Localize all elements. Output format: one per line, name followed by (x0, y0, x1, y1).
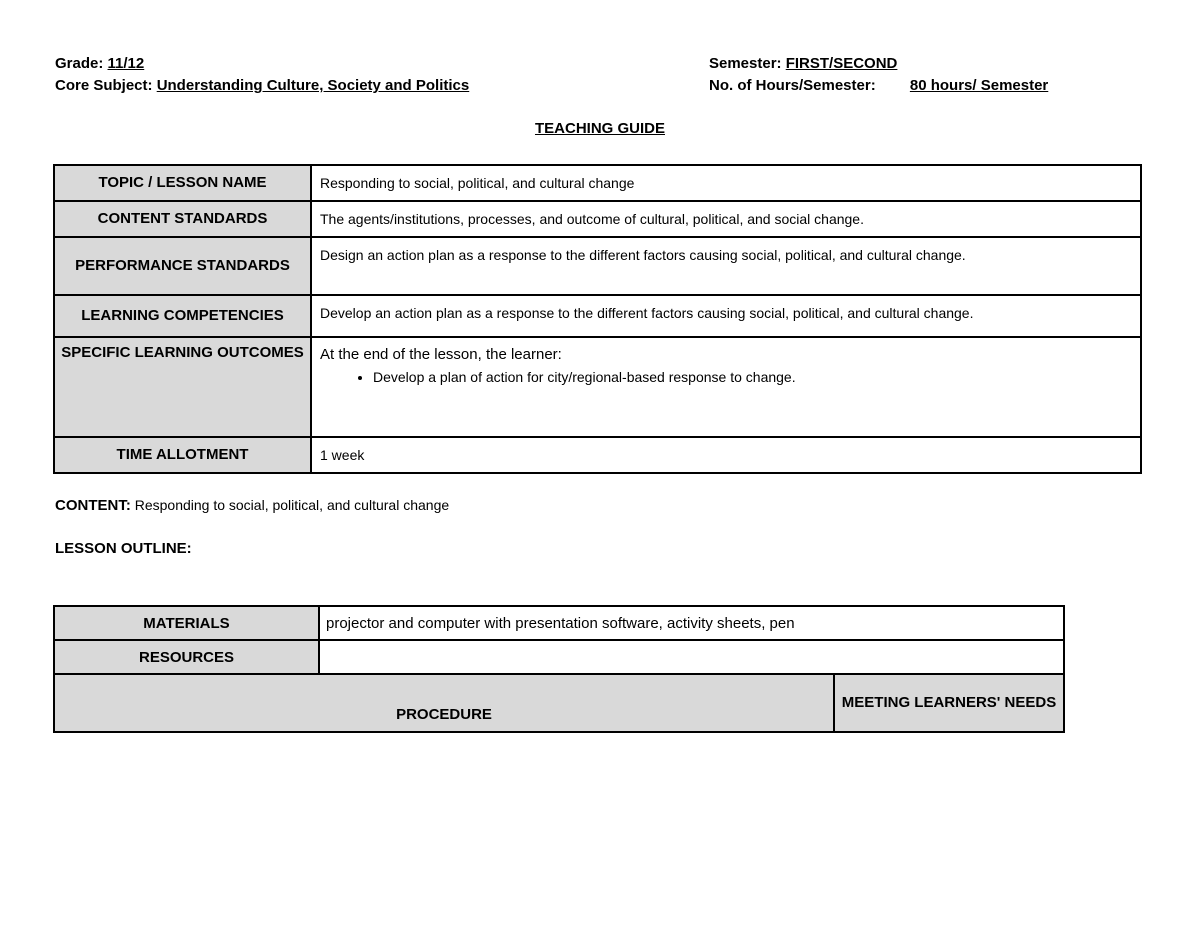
hours-line (709, 75, 1048, 97)
table-row (54, 640, 1064, 674)
content-value: Responding to social, political, and cultural change (134, 497, 450, 513)
table-row (54, 606, 1064, 640)
list-item: • Develop a plan of action for city/regional-based response to change. (373, 367, 1132, 387)
time-allotment-label: TIME ALLOTMENT (54, 437, 311, 473)
table-row (54, 437, 1141, 473)
semester-value: FIRST/SECOND (785, 55, 898, 72)
procedure-header: PROCEDURE (54, 674, 834, 732)
topic-value: Responding to social, political, and cultural change (311, 165, 1141, 201)
performance-standards-label: PERFORMANCE STANDARDS (54, 237, 311, 295)
table-row (54, 165, 1141, 201)
content-standards-value: The agents/institutions, processes, and outcome of cultural, political, and social change. (311, 201, 1141, 237)
outcomes-list (320, 367, 1132, 387)
resources-label: RESOURCES (54, 640, 319, 674)
meeting-learners-needs-header: MEETING LEARNERS' NEEDS (834, 674, 1064, 732)
content-line (55, 497, 449, 514)
content-label: CONTENT: (55, 497, 131, 514)
document-title: TEACHING GUIDE (534, 120, 665, 137)
grade-value: 11/12 (107, 55, 145, 72)
grade-line (55, 53, 469, 75)
specific-outcomes-value (311, 337, 1141, 437)
core-subject-line (55, 75, 469, 97)
lesson-outline-heading: LESSON OUTLINE: (55, 540, 192, 557)
performance-standards-value: Design an action plan as a response to the different factors causing social, political, and cultural change. (311, 237, 1141, 295)
core-subject-value: Understanding Culture, Society and Politics (156, 77, 470, 94)
table-row (54, 237, 1141, 295)
semester-line (709, 53, 1048, 75)
outcomes-intro: At the end of the lesson, the learner: (320, 346, 562, 363)
topic-label: TOPIC / LESSON NAME (54, 165, 311, 201)
semester-label: Semester: (709, 55, 782, 72)
table-row (54, 337, 1141, 437)
header-left (55, 53, 469, 97)
learning-competencies-value: Develop an action plan as a response to the different factors causing social, political, and cultural change. (311, 295, 1141, 337)
specific-outcomes-label: SPECIFIC LEARNING OUTCOMES (54, 337, 311, 437)
hours-label: No. of Hours/Semester: (709, 77, 876, 94)
table-row (54, 295, 1141, 337)
header-right (709, 53, 1048, 97)
materials-table (53, 605, 1065, 733)
core-subject-label: Core Subject: (55, 77, 153, 94)
table-row (54, 674, 1064, 732)
time-allotment-value: 1 week (311, 437, 1141, 473)
learning-competencies-label: LEARNING COMPETENCIES (54, 295, 311, 337)
content-standards-label: CONTENT STANDARDS (54, 201, 311, 237)
lesson-info-table (53, 164, 1142, 474)
materials-value: projector and computer with presentation software, activity sheets, pen (319, 606, 1064, 640)
table-row (54, 201, 1141, 237)
hours-value: 80 hours/ Semester (909, 77, 1049, 94)
materials-label: MATERIALS (54, 606, 319, 640)
resources-value (319, 640, 1064, 674)
grade-label: Grade: (55, 55, 104, 72)
